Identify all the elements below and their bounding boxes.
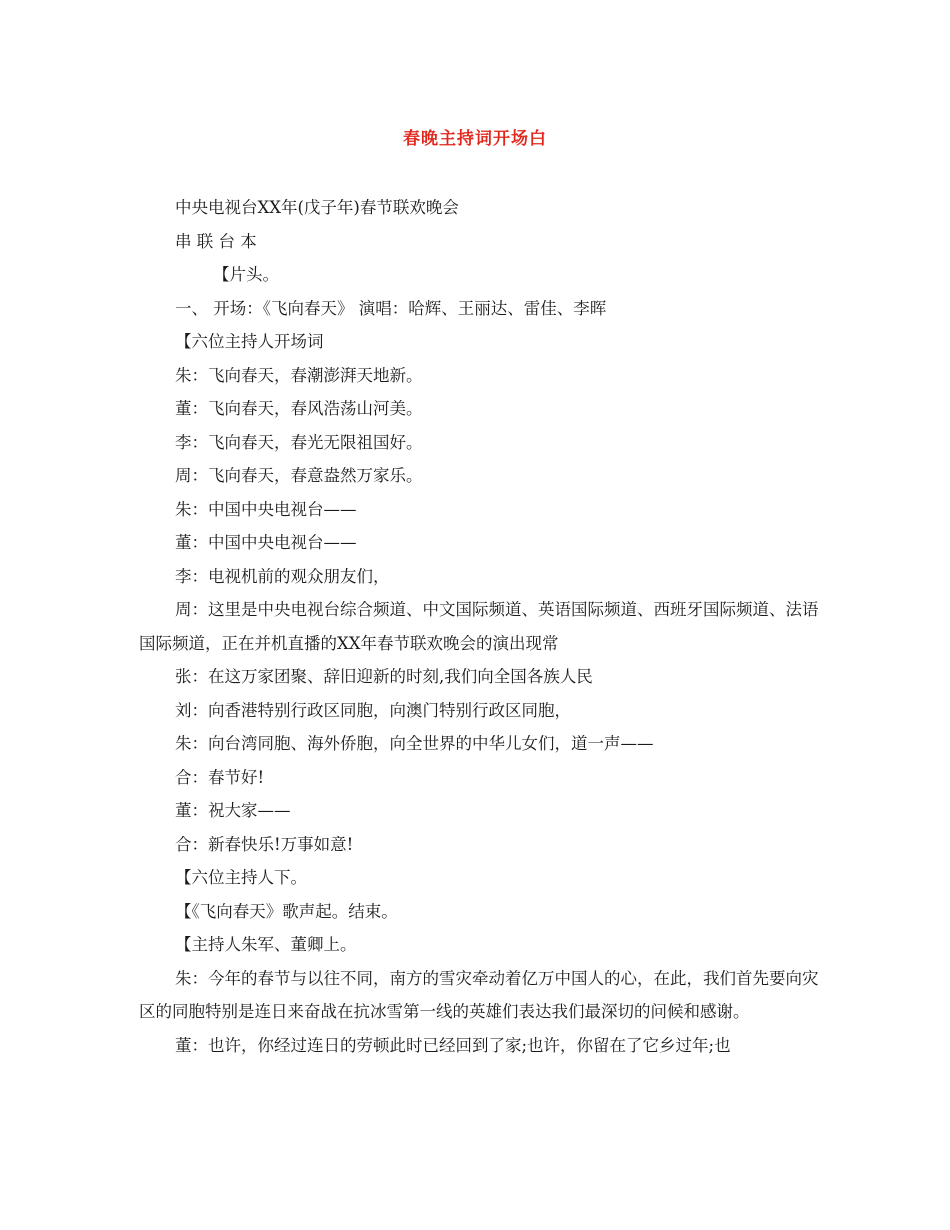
paragraph-line: 李：电视机前的观众朋友们， xyxy=(175,566,390,586)
paragraph-line: 朱：飞向春天，春潮澎湃天地新。 xyxy=(175,365,423,385)
paragraph-program-name: 中央电视台XX年(戊子年)春节联欢晚会 xyxy=(175,198,459,217)
paragraph-line: 董：飞向春天，春风浩荡山河美。 xyxy=(175,399,423,418)
paragraph-stage-direction: 【主持人朱军、董卿上。 xyxy=(175,935,357,954)
paragraph-line: 合：新春快乐!万事如意! xyxy=(175,834,354,854)
paragraph-line: 朱：今年的春节与以往不同，南方的雪灾牵动着亿万中国人的心，在此，我们首先要向灾区的同胞特别是连日来奋战在抗冰雪第一线的英雄们表达我们最深切的问候和感谢。 xyxy=(139,968,819,1021)
paragraph-line: 董：也许，你经过连日的劳顿此时已经回到了家;也许，你留在了它乡过年;也 xyxy=(175,1035,731,1055)
paragraph-line: 李：飞向春天，春光无限祖国好。 xyxy=(175,432,423,452)
paragraph-stage-direction: 【《飞向春天》歌声起。结束。 xyxy=(175,901,398,921)
paragraph-line: 张：在这万家团聚、辞旧迎新的时刻,我们向全国各族人民 xyxy=(175,667,593,686)
paragraph-line: 刘：向香港特别行政区同胞，向澳门特别行政区同胞， xyxy=(175,700,571,720)
document-body xyxy=(139,191,819,1062)
paragraph-line: 董：中国中央电视台—— xyxy=(175,533,357,552)
paragraph-line: 周：飞向春天，春意盎然万家乐。 xyxy=(175,466,423,485)
paragraph-six-hosts-intro: 【六位主持人开场词 xyxy=(175,332,324,351)
paragraph-line: 周：这里是中央电视台综合频道、中文国际频道、英语国际频道、西班牙国际频道、法语国际频道，正在并机直播的XX年春节联欢晚会的演出现常 xyxy=(139,600,819,653)
paragraph-opening-song: 一、 开场：《飞向春天》 演唱：哈辉、王丽达、雷佳、李晖 xyxy=(175,298,607,318)
paragraph-line: 朱：向台湾同胞、海外侨胞，向全世界的中华儿女们，道一声—— xyxy=(175,734,654,753)
paragraph-stage-direction: 【六位主持人下。 xyxy=(175,868,307,887)
paragraph-opening-titles: 【片头。 xyxy=(213,265,279,284)
paragraph-line: 合：春节好! xyxy=(175,767,265,787)
document-title: 春晚主持词开场白 xyxy=(403,129,547,149)
paragraph-line: 朱：中国中央电视台—— xyxy=(175,499,357,519)
paragraph-line: 董：祝大家—— xyxy=(175,801,291,820)
paragraph-script-label: 串 联 台 本 xyxy=(175,231,257,251)
